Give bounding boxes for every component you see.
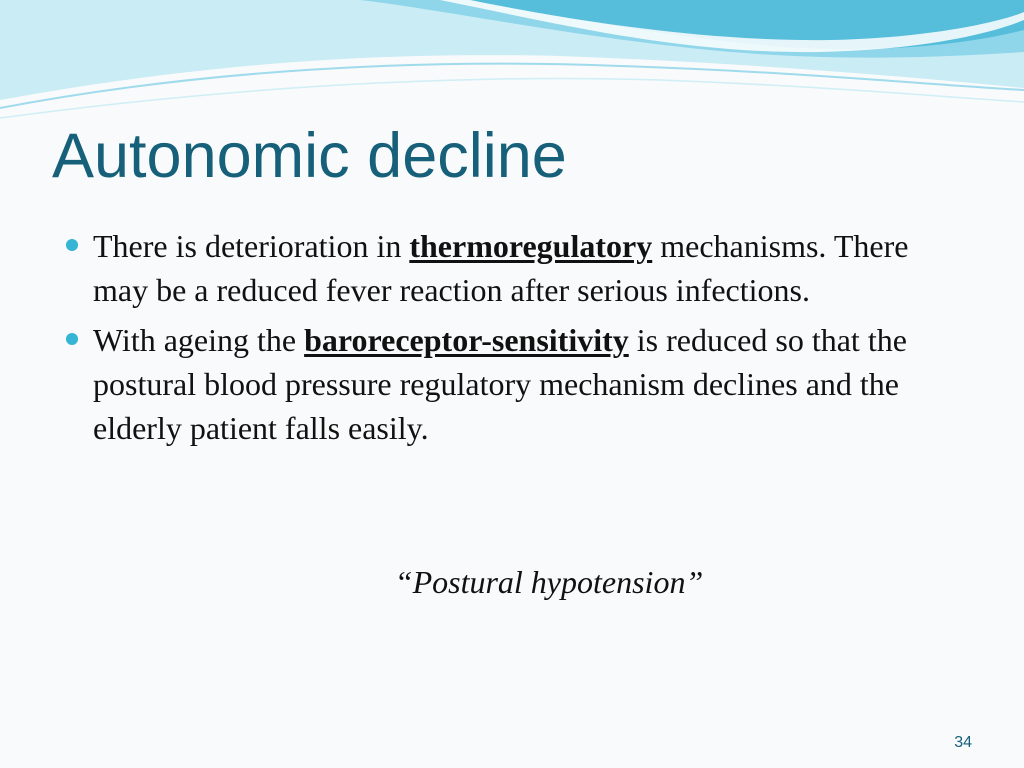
- slide-number: 34: [954, 734, 972, 751]
- bullet-text-end: mechanisms. There may be a reduced fever reaction after serious infections.: [93, 228, 909, 308]
- header-wave-decoration: [0, 0, 1024, 130]
- bullet-item: [66, 224, 966, 312]
- bullet-text-start: There is deterioration in: [93, 228, 410, 264]
- slide-quote: “Postural hypotension”: [394, 564, 704, 600]
- bullet-text-start: With ageing the: [93, 322, 305, 358]
- bullet-item: [66, 318, 966, 450]
- bullet-dot-icon: [66, 333, 78, 345]
- bullet-text-end: is reduced so that the postural blood pressure regulatory mechanism declines and the elderly patient falls easily.: [93, 322, 907, 446]
- bullet-emphasis: thermoregulatory: [409, 228, 653, 264]
- bullet-dot-icon: [66, 239, 78, 251]
- bullet-emphasis: baroreceptor-sensitivity: [304, 322, 629, 358]
- slide-content: [66, 224, 966, 456]
- slide-title: Autonomic decline: [52, 121, 567, 191]
